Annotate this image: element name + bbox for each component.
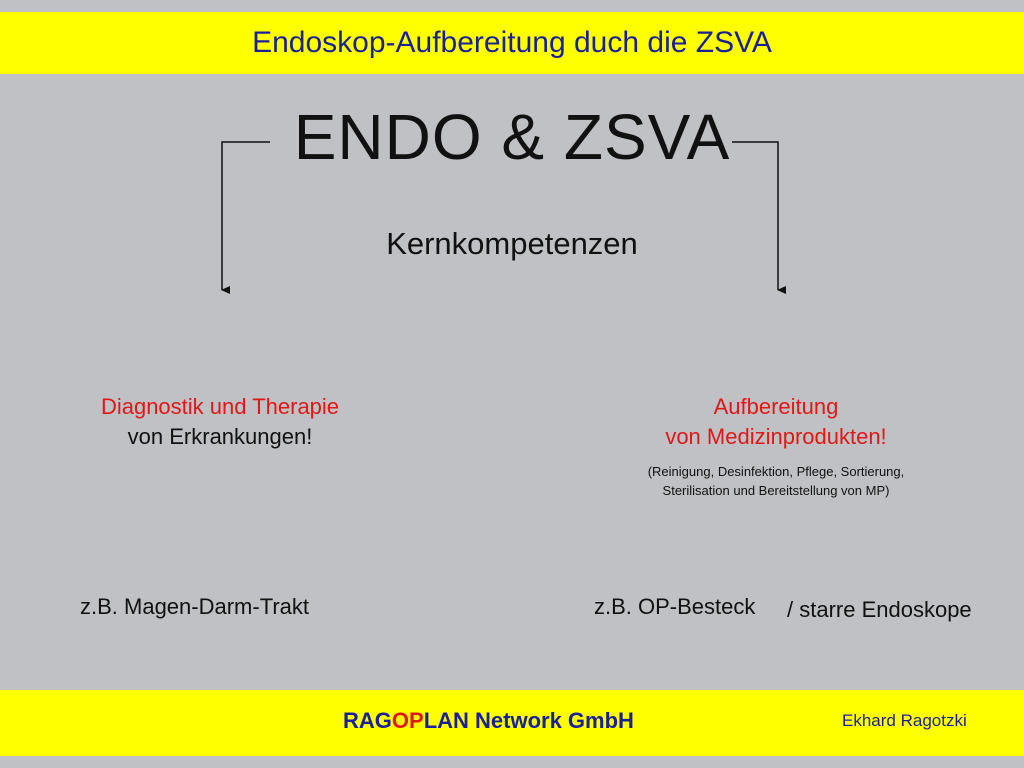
right-note-line-2: Sterilisation und Bereitstellung von MP) (662, 483, 890, 498)
company-part-2: OP (391, 708, 424, 733)
right-competency (576, 392, 976, 500)
left-heading: Diagnostik und Therapie (100, 394, 340, 419)
right-heading: Aufbereitung (713, 394, 839, 419)
company-part-3: LAN Network GmbH (423, 708, 634, 733)
left-competency (40, 392, 400, 452)
right-subheading: von Medizinprodukten! (665, 424, 887, 449)
company-logo-text (343, 708, 634, 734)
left-bracket-arrow (222, 142, 270, 290)
left-example: z.B. Magen-Darm-Trakt (80, 594, 310, 619)
core-competencies-label: Kernkompetenzen (386, 226, 638, 261)
right-note-line-1: (Reinigung, Desinfektion, Pflege, Sortierung, (647, 464, 905, 479)
right-bracket-arrow (732, 142, 778, 290)
page-header-title: Endoskop-Aufbereitung duch die ZSVA (252, 26, 772, 59)
left-subheading: von Erkrankungen! (127, 424, 313, 449)
right-example-2: / starre Endoskope (787, 597, 972, 622)
author-name: Ekhard Ragotzki (842, 711, 967, 730)
right-example-1: z.B. OP-Besteck (594, 594, 756, 619)
main-title: ENDO & ZSVA (293, 101, 731, 173)
company-part-1: RAG (343, 708, 392, 733)
right-note (576, 462, 976, 500)
